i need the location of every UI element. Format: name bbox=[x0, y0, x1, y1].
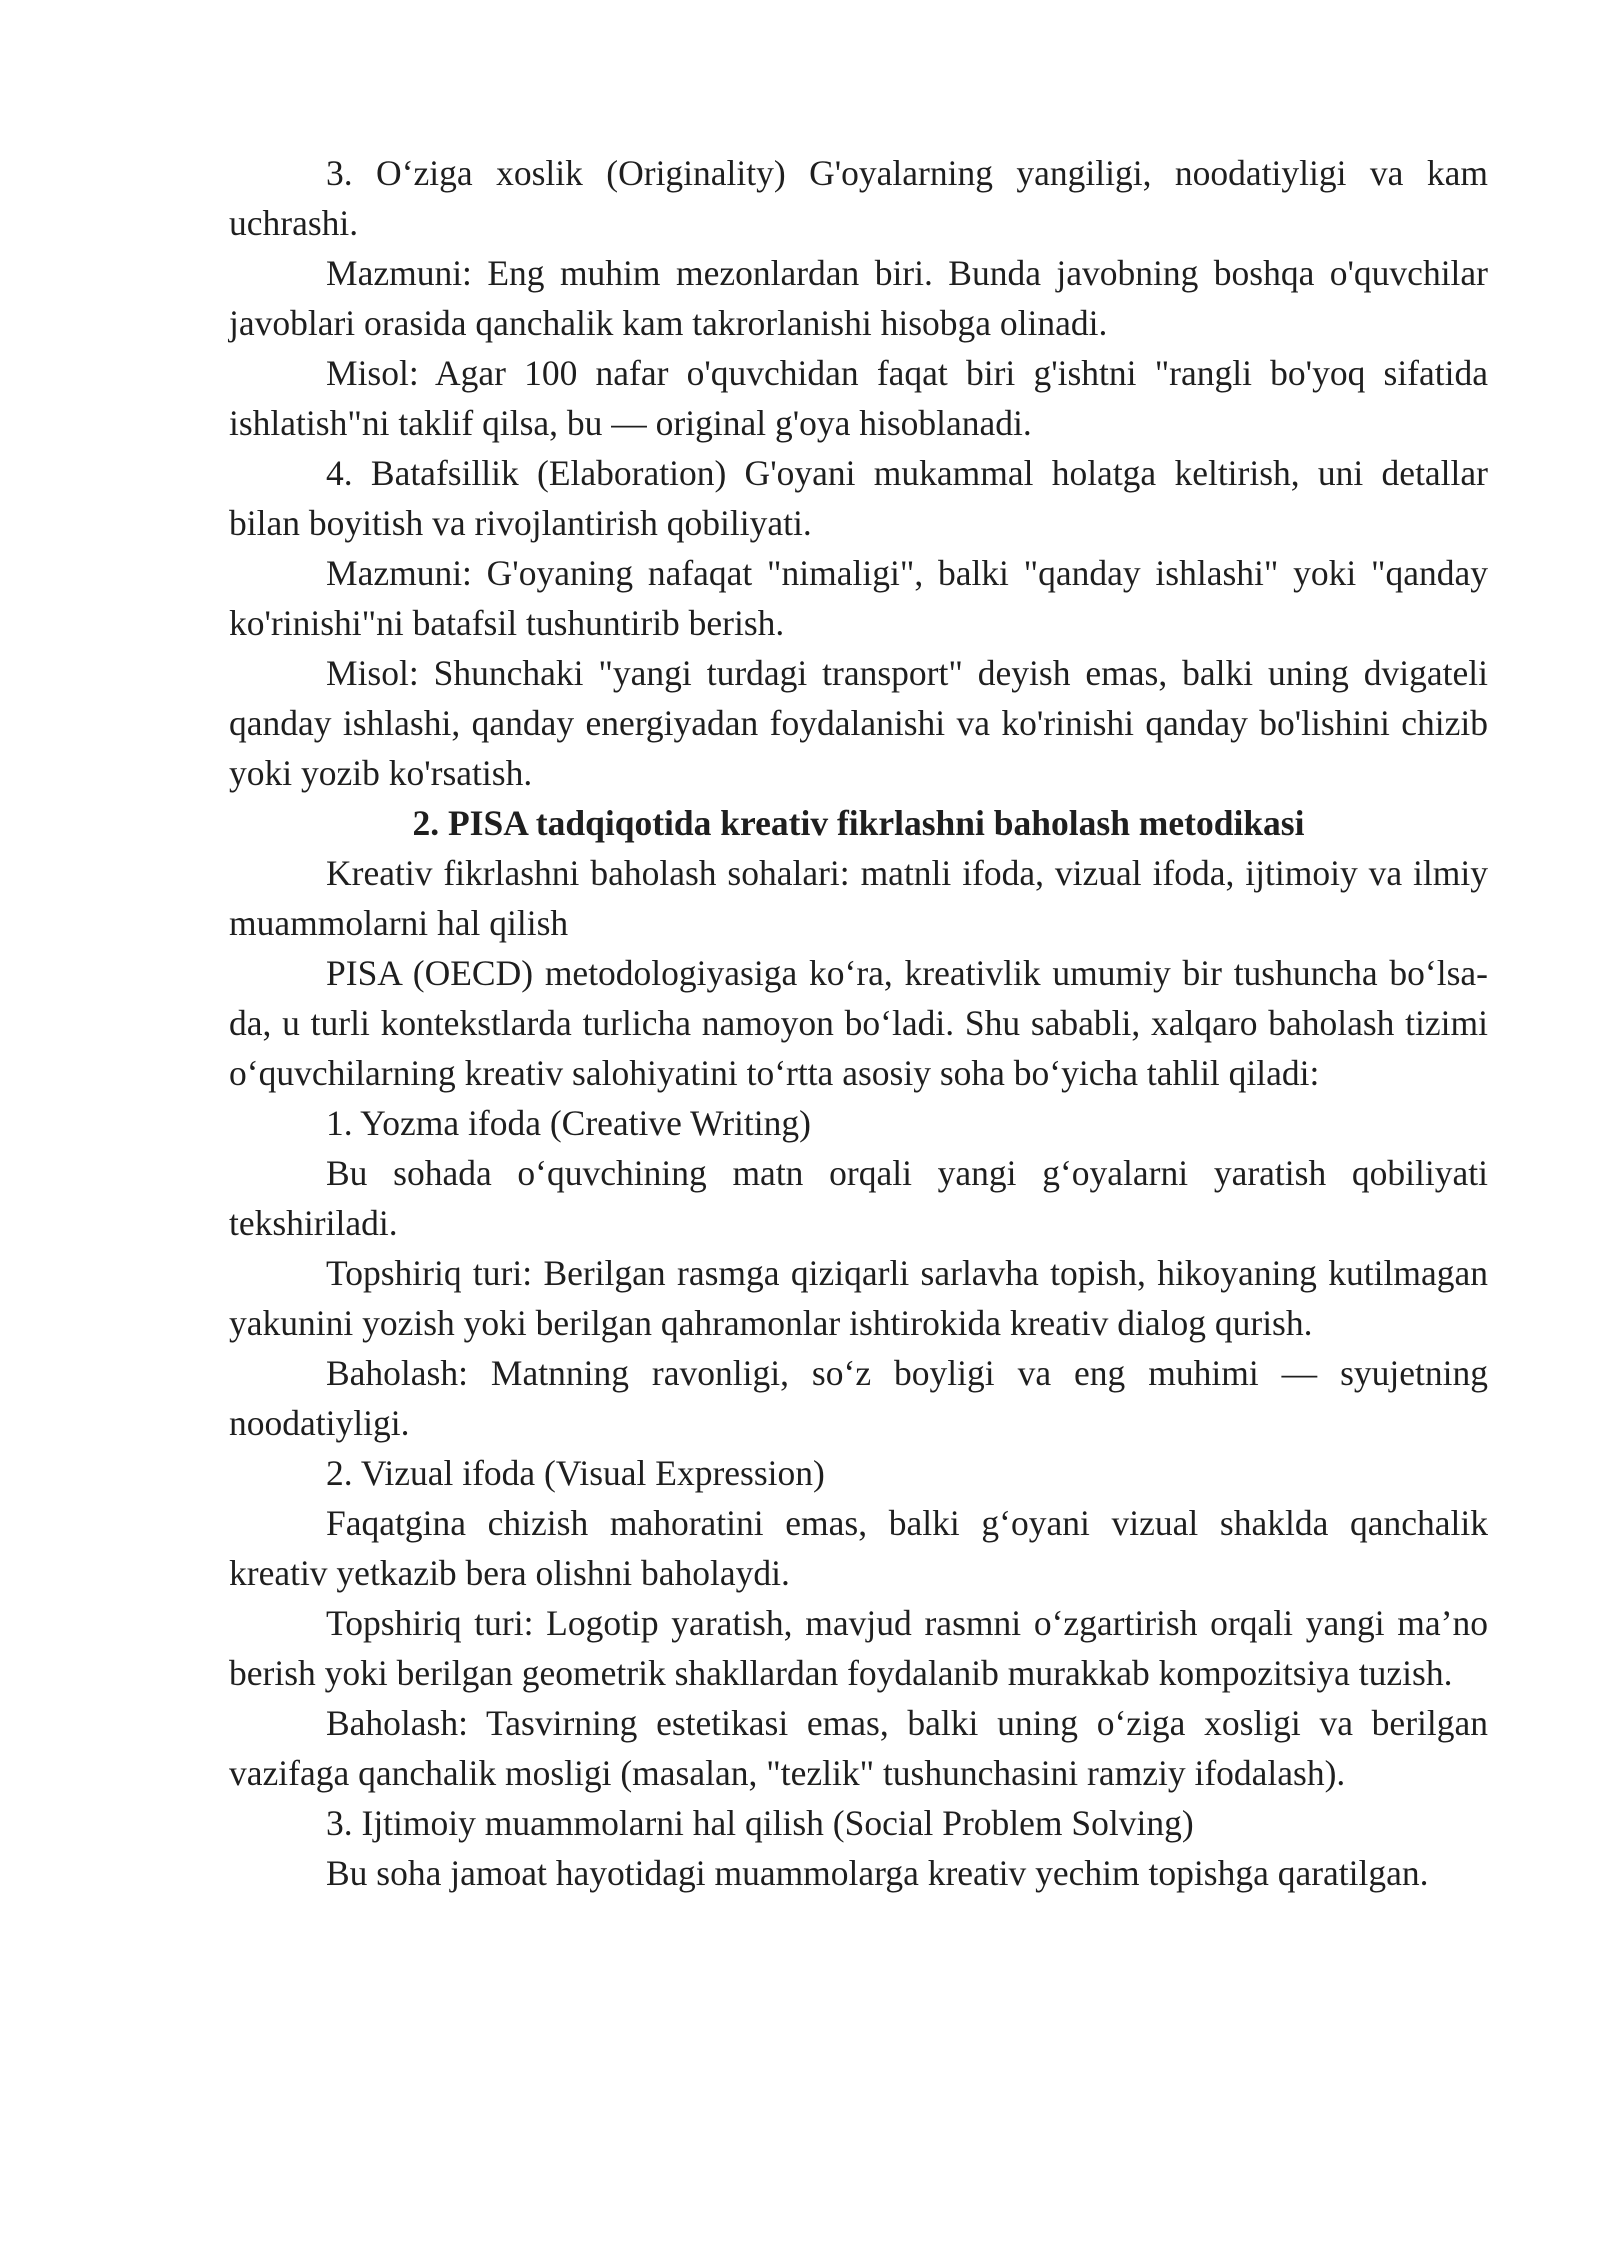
paragraph-pisa-methodology: PISA (OECD) metodologiyasiga ko‘ra, kreativlik umumiy bir tushuncha bo‘lsa-da, u turli kontekstlarda turlicha namoyon bo‘ladi. Shu sababli, xalqaro baholash tizimi o‘quvchilarning kreativ salohiyatini to‘rtta asosiy soha bo‘yicha tahlil qiladi: bbox=[229, 953, 1488, 1093]
section-heading: 2. PISA tadqiqotida kreativ fikrlashni baholash metodikasi bbox=[412, 803, 1305, 843]
paragraph-visual-task: Topshiriq turi: Logotip yaratish, mavjud rasmni o‘zgartirish orqali yangi ma’no berish yoki berilgan geometrik shakllardan foydalanib murakkab kompozitsiya tuzish. bbox=[229, 1603, 1488, 1693]
paragraph-creative-writing-title: 1. Yozma ifoda (Creative Writing) bbox=[326, 1103, 811, 1143]
paragraph-elaboration-example: Misol: Shunchaki "yangi turdagi transport" deyish emas, balki uning dvigateli qanday ishlashi, qanday energiyadan foydalanishi va ko'rinishi qanday bo'lishini chizib yoki yozib ko'rsatish. bbox=[229, 653, 1488, 793]
document-page bbox=[229, 148, 1488, 1898]
paragraph-social-title: 3. Ijtimoiy muammolarni hal qilish (Social Problem Solving) bbox=[326, 1803, 1194, 1843]
paragraph-elaboration: 4. Batafsillik (Elaboration) G'oyani mukammal holatga keltirish, uni detallar bilan boyitish va rivojlantirish qobiliyati. bbox=[229, 453, 1488, 543]
paragraph-originality-example: Misol: Agar 100 nafar o'quvchidan faqat biri g'ishtni "rangli bo'yoq sifatida ishlatish"ni taklif qilsa, bu — original g'oya hisoblanadi. bbox=[229, 353, 1488, 443]
paragraph-creative-writing-desc: Bu sohada o‘quvchining matn orqali yangi g‘oyalarni yaratish qobiliyati tekshiriladi. bbox=[229, 1153, 1488, 1243]
paragraph-social-desc: Bu soha jamoat hayotidagi muammolarga kreativ yechim topishga qaratilgan. bbox=[326, 1853, 1429, 1893]
paragraph-originality: 3. O‘ziga xoslik (Originality) G'oyalarning yangiligi, noodatiyligi va kam uchrashi. bbox=[229, 153, 1488, 243]
paragraph-visual-eval: Baholash: Tasvirning estetikasi emas, balki uning o‘ziga xosligi va berilgan vazifaga qanchalik mosligi (masalan, "tezlik" tushunchasini ramziy ifodalash). bbox=[229, 1703, 1488, 1793]
paragraph-creative-writing-eval: Baholash: Matnning ravonligi, so‘z boyligi va eng muhimi — syujetning noodatiyligi. bbox=[229, 1353, 1488, 1443]
paragraph-assessment-areas: Kreativ fikrlashni baholash sohalari: matnli ifoda, vizual ifoda, ijtimoiy va ilmiy muammolarni hal qilish bbox=[229, 853, 1488, 943]
paragraph-elaboration-content: Mazmuni: G'oyaning nafaqat "nimaligi", balki "qanday ishlashi" yoki "qanday ko'rinishi"ni batafsil tushuntirib berish. bbox=[229, 553, 1488, 643]
paragraph-visual-title: 2. Vizual ifoda (Visual Expression) bbox=[326, 1453, 825, 1493]
paragraph-visual-desc: Faqatgina chizish mahoratini emas, balki g‘oyani vizual shaklda qanchalik kreativ yetkazib bera olishni baholaydi. bbox=[229, 1503, 1488, 1593]
paragraph-originality-content: Mazmuni: Eng muhim mezonlardan biri. Bunda javobning boshqa o'quvchilar javoblari orasida qanchalik kam takrorlanishi hisobga olinadi. bbox=[229, 253, 1488, 343]
paragraph-creative-writing-task: Topshiriq turi: Berilgan rasmga qiziqarli sarlavha topish, hikoyaning kutilmagan yakunini yozish yoki berilgan qahramonlar ishtirokida kreativ dialog qurish. bbox=[229, 1253, 1488, 1343]
